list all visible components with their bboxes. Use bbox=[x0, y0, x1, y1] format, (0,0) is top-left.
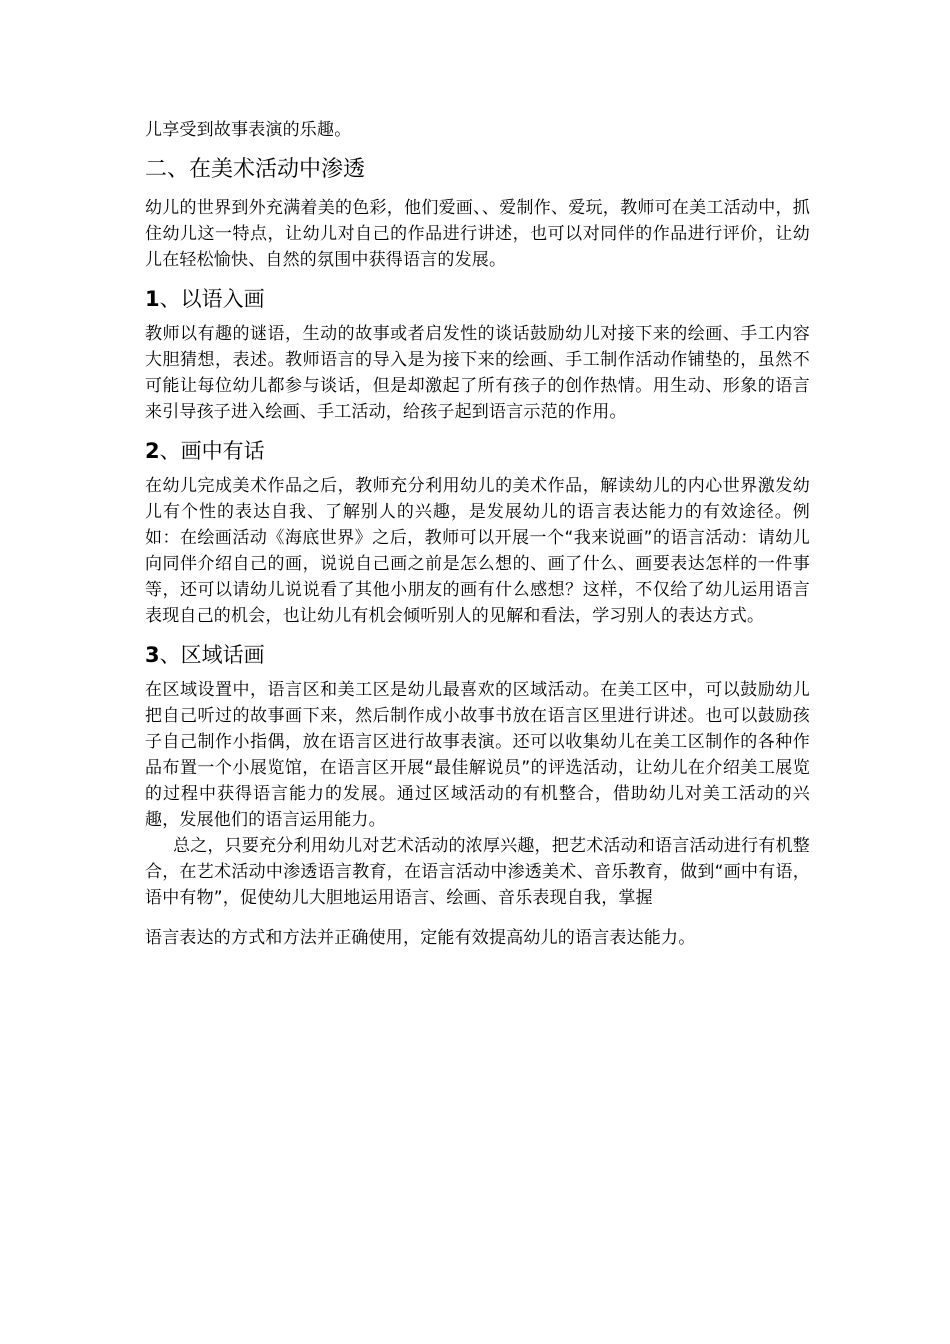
subsection-title-3: 、区域话画 bbox=[159, 643, 265, 667]
summary-paragraph: 总之，只要充分利用幼儿对艺术活动的浓厚兴趣，把艺术活动和语言活动进行有机整合，在艺术活动中渗透语言教育，在语言活动中渗透美术、音乐教育，做到“画中有语，语中有物”，促使幼儿大胆地运用语言、绘画、音乐表现自我，掌握 bbox=[145, 836, 810, 908]
subsection-2-paragraph: 在幼儿完成美术作品之后，教师充分利用幼儿的美术作品，解读幼儿的内心世界激发幼儿有个性的表达自我、了解别人的兴趣，是发展幼儿的语言表达能力的有效途径。例如：在绘画活动《海底世界》之后，教师可以开展一个“我来说画”的语言活动：请幼儿向同伴介绍自己的画，说说自己画之前是怎么想的、画了什么、画要表达怎样的一件事等，还可以请幼儿说说看了其他小朋友的画有什么感想？这样，不仅给了幼儿运用语言表现自己的机会，也让幼儿有机会倾听别人的见解和看法，学习别人的表达方式。 bbox=[145, 476, 810, 626]
intro-tail-text: 儿享受到故事表演的乐趣。 bbox=[145, 120, 352, 140]
subsection-3-paragraph: 在区域设置中，语言区和美工区是幼儿最喜欢的区域活动。在美工区中，可以鼓励幼儿把自己听过的故事画下来，然后制作成小故事书放在语言区里进行讲述。也可以鼓励孩子自己制作小指偶，放在语言区进行故事表演。还可以收集幼儿在美工区制作的各种作品布置一个小展览馆，在语言区开展“最佳解说员”的评选活动，让幼儿在介绍美工展览的过程中获得语言能力的发展。通过区域活动的有机整合，借助幼儿对美工活动的兴趣，发展他们的语言运用能力。 bbox=[145, 680, 810, 830]
subsection-heading-3 bbox=[145, 641, 810, 669]
subsection-heading-1 bbox=[145, 285, 810, 313]
subsection-heading-2 bbox=[145, 437, 810, 465]
subsection-number-1: 1 bbox=[145, 287, 160, 311]
subsection-number-3: 3 bbox=[145, 643, 160, 667]
subsection-number-2: 2 bbox=[145, 439, 160, 463]
section-art-paragraph: 幼儿的世界到外充满着美的色彩，他们爱画、、爱制作、爱玩，教师可在美工活动中，抓住幼儿这一特点，让幼儿对自己的作品进行讲述，也可以对同伴的作品进行评价，让幼儿在轻松愉快、自然的氛围中获得语言的发展。 bbox=[145, 198, 810, 270]
subsection-title-2: 、画中有话 bbox=[159, 439, 265, 463]
subsection-title-1: 、以语入画 bbox=[159, 287, 265, 311]
subsection-1-paragraph: 教师以有趣的谜语，生动的故事或者启发性的谈话鼓励幼儿对接下来的绘画、手工内容大胆猜想，表述。教师语言的导入是为接下来的绘画、手工制作活动作铺垫的，虽然不可能让每位幼儿都参与谈话，但是却激起了所有孩子的创作热情。用生动、形象的语言来引导孩子进入绘画、手工活动，给孩子起到语言示范的作用。 bbox=[145, 324, 810, 422]
section-heading-art: 二、在美术活动中渗透 bbox=[145, 157, 366, 182]
summary-last-line: 语言表达的方式和方法并正确使用，定能有效提高幼儿的语言表达能力。 bbox=[145, 928, 696, 948]
document-body bbox=[145, 117, 810, 951]
